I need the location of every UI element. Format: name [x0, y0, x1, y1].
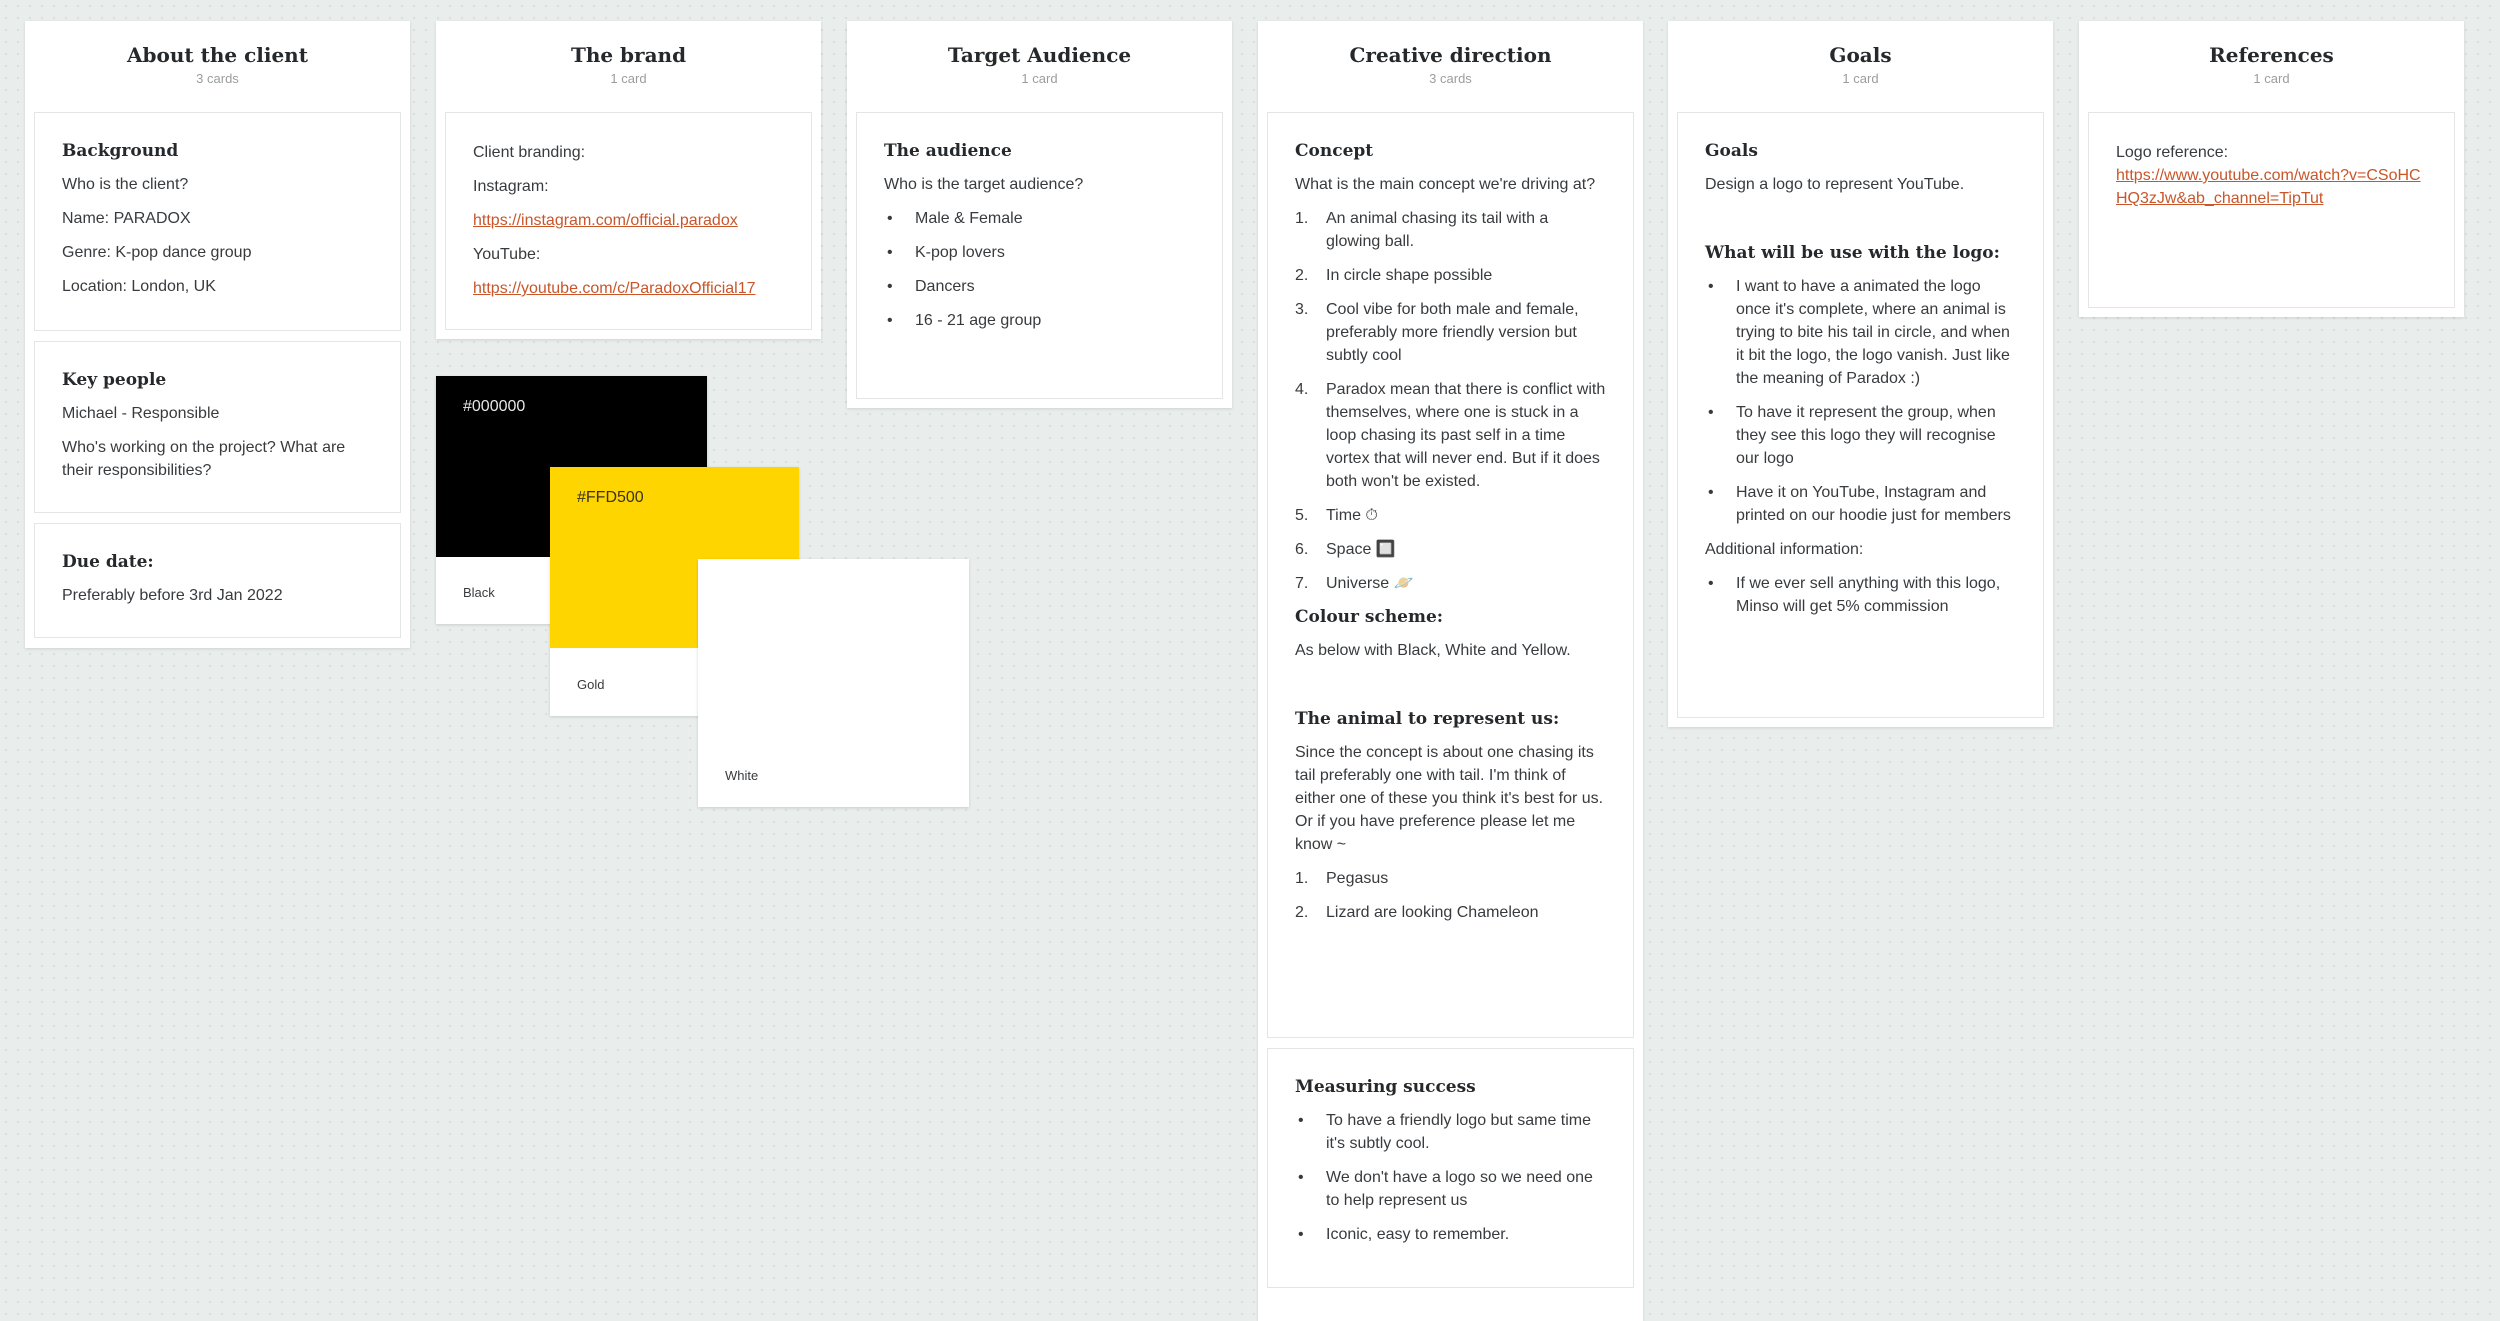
list-item: Cool vibe for both male and female, preferably more friendly version but subtly cool — [1326, 301, 1579, 364]
card-due-date[interactable] — [34, 523, 401, 638]
use-list — [1705, 275, 2016, 527]
swatch-hex: #000000 — [463, 398, 526, 415]
card-text: Name: PARADOX — [62, 210, 191, 227]
swatch-hex: #FFD500 — [577, 489, 644, 506]
column-card-count: 3 cards — [196, 71, 239, 86]
column-title: Creative direction — [1349, 43, 1552, 67]
column-goals — [1668, 21, 2053, 727]
card-goals[interactable] — [1677, 112, 2044, 718]
youtube-link[interactable]: https://youtube.com/c/ParadoxOfficial17 — [473, 280, 756, 297]
card-text: Logo reference: — [2116, 144, 2229, 161]
card-text: YouTube: — [473, 246, 541, 263]
column-card-count: 3 cards — [1429, 71, 1472, 86]
success-list — [1295, 1109, 1606, 1246]
column-title: About the client — [127, 43, 308, 67]
card-text: Instagram: — [473, 178, 549, 195]
column-title: Goals — [1829, 43, 1892, 67]
card-heading: Goals — [1705, 141, 1758, 161]
card-the-audience[interactable] — [856, 112, 1223, 399]
audience-list — [884, 207, 1195, 332]
column-references — [2079, 21, 2464, 317]
card-heading: The audience — [884, 141, 1012, 161]
card-heading: Measuring success — [1295, 1077, 1476, 1097]
column-title: The brand — [570, 43, 687, 67]
list-item: • To have it represent the group, when they see this logo they will recognise our logo — [1705, 401, 2016, 470]
card-key-people[interactable] — [34, 341, 401, 513]
card-text: Michael - Responsible — [62, 405, 220, 422]
card-subheading: Colour scheme: — [1295, 607, 1444, 627]
column-header — [856, 21, 1223, 90]
list-item: Lizard are looking Chameleon — [1326, 904, 1539, 921]
list-item: Paradox mean that there is conflict with themselves, where one is stuck in a loop chasing its past self in a time vortex that will never end. But if it does both won't be existed. — [1326, 381, 1606, 490]
column-target-audience — [847, 21, 1232, 408]
list-item: • 16 - 21 age group — [884, 309, 1195, 332]
card-subheading: What will be use with the logo: — [1705, 243, 2000, 263]
list-item: Time ⏱ — [1326, 507, 1378, 524]
list-item: Universe 🪐 — [1326, 575, 1414, 592]
list-item: • Iconic, easy to remember. — [1295, 1223, 1606, 1246]
card-text: Client branding: — [473, 144, 586, 161]
column-card-count: 1 card — [1842, 71, 1879, 86]
list-item: • Dancers — [884, 275, 1195, 298]
list-item: • We don't have a logo so we need one to help represent us — [1295, 1166, 1606, 1212]
list-item: • Have it on YouTube, Instagram and printed on our hoodie just for members — [1705, 481, 2016, 527]
column-title: Target Audience — [947, 43, 1132, 67]
card-text: Additional information: — [1705, 541, 1864, 558]
card-text: Who is the target audience? — [884, 176, 1084, 193]
swatch-name: White — [725, 768, 759, 783]
card-text: Preferably before 3rd Jan 2022 — [62, 587, 283, 604]
list-item: Space 🔲 — [1326, 541, 1396, 558]
column-header — [1267, 21, 1634, 90]
card-heading: Due date: — [62, 552, 154, 572]
card-text: Design a logo to represent YouTube. — [1705, 176, 1965, 193]
column-card-count: 1 card — [610, 71, 647, 86]
card-concept[interactable] — [1267, 112, 1634, 1038]
column-header — [445, 21, 812, 90]
card-heading: Key people — [62, 370, 167, 390]
swatch-color-fill — [698, 559, 969, 740]
card-heading: Background — [62, 141, 179, 161]
column-creative-direction — [1258, 21, 1643, 1321]
instagram-link[interactable]: https://instagram.com/official.paradox — [473, 212, 738, 229]
card-text: Who's working on the project? What are their responsibilities? — [62, 439, 346, 479]
list-item: • Male & Female — [884, 207, 1195, 230]
column-header — [1677, 21, 2044, 90]
swatch-name: Black — [463, 585, 495, 600]
card-text: As below with Black, White and Yellow. — [1295, 642, 1571, 659]
animal-list — [1295, 867, 1606, 924]
card-background[interactable] — [34, 112, 401, 331]
card-text: Since the concept is about one chasing its tail preferably one with tail. I'm think of either one of these you think it's best for us. Or if you have preference please let me know ~ — [1295, 744, 1604, 853]
reference-link[interactable]: https://www.youtube.com/watch?v=CSoHCHQ3zJw&ab_channel=TipTut — [2116, 167, 2421, 207]
column-header — [2088, 21, 2455, 90]
list-item: • If we ever sell anything with this logo, Minso will get 5% commission — [1705, 572, 2016, 618]
column-header — [34, 21, 401, 90]
list-item: • K-pop lovers — [884, 241, 1195, 264]
card-logo-reference[interactable] — [2088, 112, 2455, 308]
list-item: • To have a friendly logo but same time it's subtly cool. — [1295, 1109, 1606, 1155]
swatch-name: Gold — [577, 677, 605, 692]
card-heading: Concept — [1295, 141, 1374, 161]
card-text: Who is the client? — [62, 176, 189, 193]
card-client-branding[interactable] — [445, 112, 812, 330]
column-title: References — [2209, 43, 2334, 67]
list-item: An animal chasing its tail with a glowing ball. — [1326, 210, 1549, 250]
column-card-count: 1 card — [1021, 71, 1058, 86]
additional-list — [1705, 572, 2016, 618]
card-measuring-success[interactable] — [1267, 1048, 1634, 1288]
list-item: In circle shape possible — [1326, 267, 1493, 284]
swatch-white[interactable] — [698, 559, 969, 807]
card-text: Genre: K-pop dance group — [62, 244, 252, 261]
card-text: What is the main concept we're driving at? — [1295, 176, 1596, 193]
concept-list — [1295, 207, 1606, 595]
column-about-the-client — [25, 21, 410, 648]
card-subheading: The animal to represent us: — [1295, 709, 1560, 729]
column-the-brand — [436, 21, 821, 339]
card-text: Location: London, UK — [62, 278, 216, 295]
column-card-count: 1 card — [2253, 71, 2290, 86]
list-item: • I want to have a animated the logo once it's complete, where an animal is trying to bite his tail in circle, and when it bit the logo, the logo vanish. Just like the meaning of Paradox :) — [1705, 275, 2016, 390]
list-item: Pegasus — [1326, 870, 1389, 887]
